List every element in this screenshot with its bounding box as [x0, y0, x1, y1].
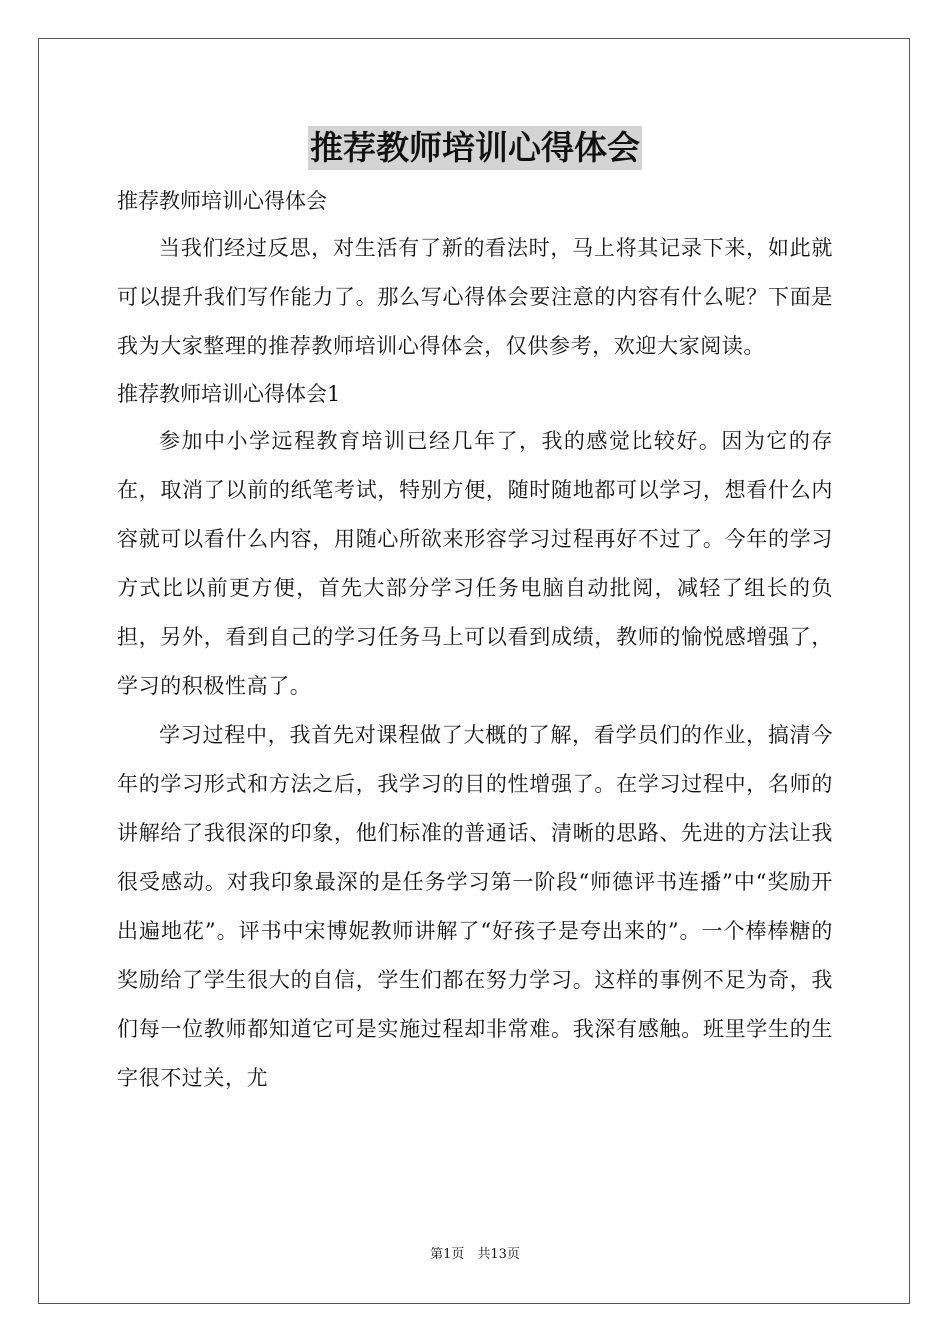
section-heading: 推荐教师培训心得体会1: [117, 382, 341, 406]
document-body: [117, 178, 833, 1103]
title-container: [0, 126, 950, 170]
page-footer: 第1页 共13页: [430, 1247, 520, 1262]
body-paragraph-2: 学习过程中，我首先对课程做了大概的了解，看学员们的作业，搞清今年的学习形式和方法之后，我学习的目的性增强了。在学习过程中，名师的讲解给了我很深的印象，他们标准的普通话、清晰的思路、先进的方法让我很受感动。对我印象最深的是任务学习第一阶段“师德评书连播”中“奖励开出遍地花”。评书中宋博妮教师讲解了“好孩子是夸出来的”。一个棒棒糖的奖励给了学生很大的自信，学生们都在努力学习。这样的事例不足为奇，我们每一位教师都知道它可是实施过程却非常难。我深有感触。班里学生的生字很不过关，尤: [117, 723, 833, 1090]
document-subtitle: 推荐教师培训心得体会: [117, 189, 327, 213]
body-paragraph-1: 参加中小学远程教育培训已经几年了，我的感觉比较好。因为它的存在，取消了以前的纸笔考试，特别方便，随时随地都可以学习，想看什么内容就可以看什么内容，用随心所欲来形容学习过程再好不过了。今年的学习方式比以前更方便，首先大部分学习任务电脑自动批阅，减轻了组长的负担，另外，看到自己的学习任务马上可以看到成绩，教师的愉悦感增强了，学习的积极性高了。: [117, 429, 833, 698]
document-title: 推荐教师培训心得体会: [308, 126, 642, 170]
intro-paragraph: 当我们经过反思，对生活有了新的看法时，马上将其记录下来，如此就可以提升我们写作能力了。那么写心得体会要注意的内容有什么呢？下面是我为大家整理的推荐教师培训心得体会，仅供参考，欢迎大家阅读。: [117, 236, 833, 358]
